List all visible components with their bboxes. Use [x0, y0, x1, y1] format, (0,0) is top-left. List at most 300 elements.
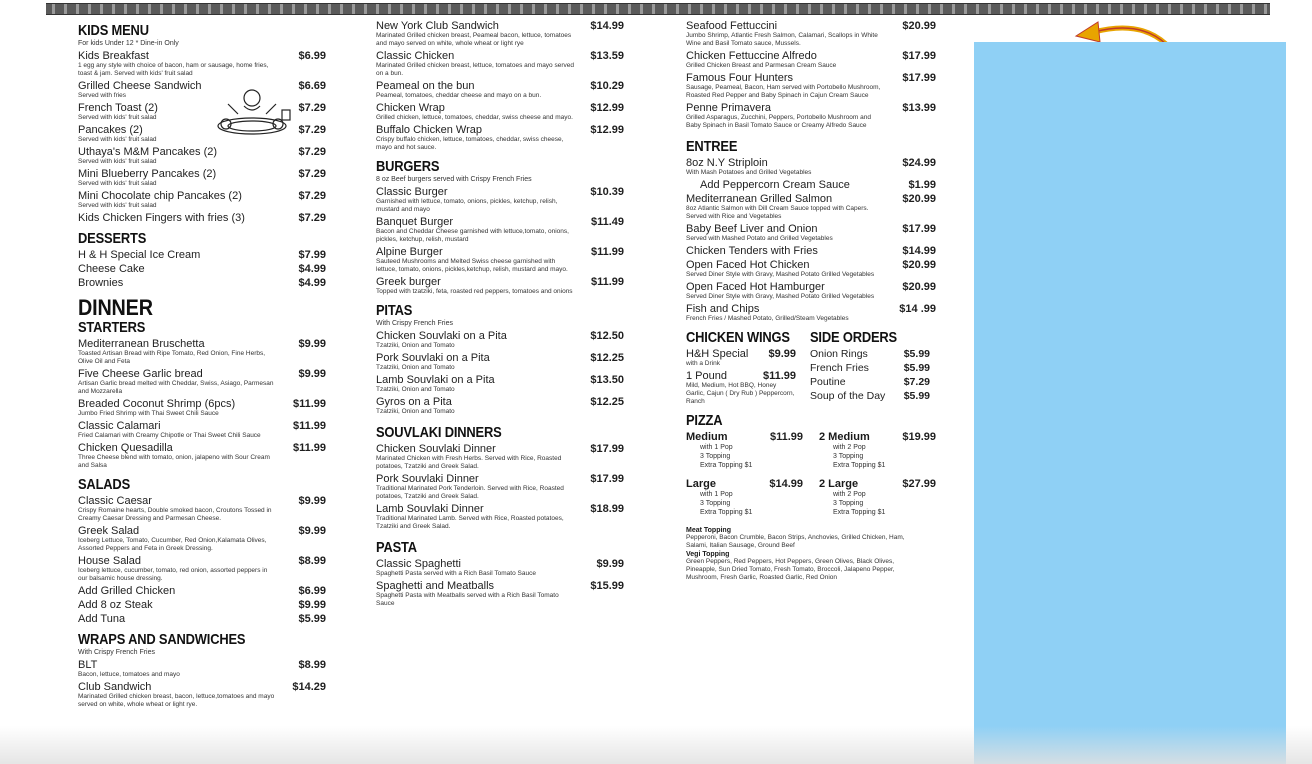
menu-item-price: $18.99 [590, 503, 624, 515]
menu-item-description: Artisan Garlic bread melted with Cheddar, Swiss, Asiago, Parmesan and Mozzarella [78, 380, 274, 395]
starters-list [78, 338, 326, 470]
pitas-note: With Crispy French Fries [376, 320, 454, 327]
meat-topping-list: Pepperoni, Bacon Crumble, Bacon Strips, Anchovies, Grilled Chicken, Ham, Salami, Italian Sausage, Ground Beef [686, 534, 905, 549]
menu-item-price: $14.99 [590, 20, 624, 32]
menu-item-row [376, 246, 624, 258]
menu-item-description: with a Drink [686, 360, 720, 367]
menu-item-description: Served with kids' fruit salad [78, 158, 157, 165]
menu-item-price: $17.99 [902, 50, 936, 62]
pizza-detail: with 2 Pop [833, 491, 866, 498]
menu-item-price: $8.99 [298, 555, 326, 567]
menu-item [686, 348, 796, 368]
menu-column-3 [686, 18, 936, 582]
menu-item-name: Pancakes (2) [78, 124, 143, 136]
menu-item-price: $12.25 [590, 352, 624, 364]
menu-item-row [810, 362, 930, 374]
menu-item-description: Grilled chicken, lettuce, tomatoes, cheddar, swiss cheese and mayo. [376, 114, 573, 121]
menu-item-name: Peameal on the bun [376, 80, 475, 92]
menu-item-row [376, 396, 624, 408]
menu-item-name: Greek burger [376, 276, 441, 288]
menu-item-price: $20.99 [902, 281, 936, 293]
menu-item-name: Spaghetti and Meatballs [376, 580, 495, 592]
menu-item-price: $14.29 [292, 681, 326, 693]
menu-item-row [376, 330, 624, 342]
wraps-list-a [78, 659, 326, 709]
menu-item [376, 330, 624, 350]
menu-item [78, 681, 326, 709]
menu-item-name: Penne Primavera [686, 102, 771, 114]
menu-item-price: $11.99 [762, 370, 796, 382]
menu-item-row [686, 102, 936, 114]
menu-item-description: Served with kids' fruit salad [78, 136, 157, 143]
menu-item-row [376, 216, 624, 228]
burgers-title: BURGERS [376, 158, 440, 175]
menu-item-row [686, 50, 936, 62]
starters-title: STARTERS [78, 319, 146, 336]
menu-item-price: $20.99 [902, 259, 936, 271]
menu-item-price: $4.99 [298, 263, 326, 275]
menu-item-description: Mild, Medium, Hot BBQ, Honey Garlic, Cajun ( Dry Rub ) Peppercorn, Ranch [686, 382, 795, 405]
menu-item [376, 396, 624, 416]
menu-item-row [686, 223, 936, 235]
menu-item-name: Chicken Souvlaki on a Pita [376, 330, 507, 342]
menu-item-name: Brownies [78, 277, 124, 289]
menu-column-2 [376, 18, 624, 608]
menu-item [686, 281, 936, 301]
menu-item [376, 20, 624, 48]
kids-menu-note: For kids Under 12 * Dine-in Only [78, 40, 179, 47]
menu-item-name: H & H Special Ice Cream [78, 249, 201, 261]
wraps-list-b [376, 20, 624, 152]
menu-item-price: $11.99 [292, 398, 326, 410]
menu-item-price: $11.49 [590, 216, 624, 228]
menu-item-name: Gyros on a Pita [376, 396, 452, 408]
pizza-size: 2 Large [819, 478, 859, 490]
menu-item [686, 223, 936, 243]
menu-item [686, 102, 936, 130]
menu-item [376, 186, 624, 214]
menu-item-price: $24.99 [902, 157, 936, 169]
menu-item [78, 555, 326, 583]
menu-item-name: Open Faced Hot Chicken [686, 259, 810, 271]
menu-item-price: $17.99 [590, 443, 624, 455]
menu-item [376, 50, 624, 78]
menu-item-price: $14 .99 [899, 303, 936, 315]
menu-item-description: Iceberg Lettuce, Tomato, Cucumber, Red Onion,Kalamata Olives, Assorted Peppers and Feta in Greek Dressing. [78, 537, 267, 552]
menu-item-description: Jumbo Shrimp, Atlantic Fresh Salmon, Calamari, Scallops in White Wine and Basil Tomato sauce, Mussels. [686, 32, 878, 47]
menu-item-name: Classic Burger [376, 186, 448, 198]
menu-item [78, 420, 326, 440]
salads-title: SALADS [78, 476, 131, 493]
menu-item-row [686, 370, 796, 382]
highlight-panel [974, 42, 1286, 764]
menu-item [686, 193, 936, 221]
menu-item-row [78, 50, 326, 62]
menu-item-name: Mini Chocolate chip Pancakes (2) [78, 190, 242, 202]
menu-item-price: $17.99 [902, 223, 936, 235]
menu-item [376, 473, 624, 501]
menu-item-description: Sauteed Mushrooms and Melted Swiss cheese garnished with lettuce, tomato, onions, pickles,ketchup, relish, mustard and mayo. [376, 258, 568, 273]
menu-item [78, 212, 326, 224]
menu-item-price: $9.99 [596, 558, 624, 570]
pizza-detail: 3 Topping [700, 500, 731, 507]
menu-item-name: Club Sandwich [78, 681, 152, 693]
menu-item-price: $7.99 [298, 249, 326, 261]
menu-item-description: Bacon, lettuce, tomatoes and mayo [78, 671, 180, 678]
pizza-price: $14.99 [769, 478, 803, 490]
pizza-price: $19.99 [902, 431, 936, 443]
menu-item-row [376, 473, 624, 485]
menu-item [810, 376, 930, 388]
menu-item-row [376, 102, 624, 114]
menu-item-name: Chicken Quesadilla [78, 442, 173, 454]
chicken-wings-list [686, 348, 796, 406]
menu-item-price: $11.99 [590, 246, 624, 258]
menu-item [686, 370, 796, 406]
menu-item-row [78, 168, 326, 180]
menu-item [376, 352, 624, 372]
pizza-price: $27.99 [902, 478, 936, 490]
menu-item-row [78, 420, 326, 432]
menu-item-description: Marinated Grilled chicken breast, Peameal bacon, lettuce, tomatoes and mayo served on white, whole wheat or light rye [376, 32, 572, 47]
menu-item-name: Five Cheese Garlic bread [78, 368, 203, 380]
vegi-topping-heading: Vegi Topping [686, 551, 730, 558]
menu-item-price: $12.99 [590, 102, 624, 114]
menu-item [376, 276, 624, 296]
menu-item-name: Banquet Burger [376, 216, 454, 228]
menu-item-price: $1.99 [908, 179, 936, 191]
menu-item [376, 580, 624, 608]
menu-item-name: Mini Blueberry Pancakes (2) [78, 168, 217, 180]
menu-item-description: Toasted Artisan Bread with Ripe Tomato, Red Onion, Fine Herbs, Olive Oil and Feta [78, 350, 266, 365]
menu-item-row [376, 186, 624, 198]
menu-item-description: Spaghetti Pasta with Meatballs served with a Rich Basil Tomato Sauce [376, 592, 559, 607]
menu-item-price: $17.99 [902, 72, 936, 84]
menu-item-description: Served with kids' fruit salad [78, 180, 157, 187]
menu-item [686, 157, 936, 177]
menu-item-row [78, 146, 326, 158]
menu-item-price: $12.99 [590, 124, 624, 136]
menu-item-price: $12.25 [590, 396, 624, 408]
menu-item-price: $7.29 [298, 124, 326, 136]
menu-item-name: Soup of the Day [810, 390, 886, 402]
souvlaki-title: SOUVLAKI DINNERS [376, 424, 502, 441]
menu-item [686, 259, 936, 279]
menu-item-description: Spaghetti Pasta served with a Rich Basil Tomato Sauce [376, 570, 536, 577]
menu-item-description: Tzatziki, Onion and Tomato [376, 386, 455, 393]
menu-item-price: $8.99 [298, 659, 326, 671]
menu-item-price: $13.99 [902, 102, 936, 114]
menu-item-price: $11.99 [292, 442, 326, 454]
menu-item-row [78, 599, 326, 611]
menu-item-price: $9.99 [298, 599, 326, 611]
menu-item-description: Crispy Romaine hearts, Double smoked bacon, Croutons Tossed in Creamy Caesar Dressing and Parmesan Cheese. [78, 507, 272, 522]
menu-item-name: Kids Chicken Fingers with fries (3) [78, 212, 245, 224]
menu-item-name: Classic Chicken [376, 50, 455, 62]
menu-item-name: Chicken Souvlaki Dinner [376, 443, 496, 455]
pizza-option [686, 431, 803, 470]
menu-item-price: $4.99 [298, 277, 326, 289]
menu-item-row [78, 368, 326, 380]
menu-item-name: Chicken Fettuccine Alfredo [686, 50, 817, 62]
wings-sides-grid [686, 329, 936, 406]
menu-item-row [78, 190, 326, 202]
menu-item-price: $9.99 [298, 525, 326, 537]
menu-item-row [686, 20, 936, 32]
menu-item-name: Baby Beef Liver and Onion [686, 223, 818, 235]
pitas-title: PITAS [376, 302, 413, 319]
dinner-title: DINNER [78, 295, 153, 320]
menu-item-name: Lamb Souvlaki on a Pita [376, 374, 495, 386]
menu-item-row [376, 50, 624, 62]
side-orders-title: SIDE ORDERS [810, 329, 897, 346]
menu-item-price: $12.50 [590, 330, 624, 342]
menu-item-description: Bacon and Cheddar Cheese garnished with lettuce,tomato, onions, pickles, ketchup, relish, mustard [376, 228, 569, 243]
menu-item-name: Mediterranean Grilled Salmon [686, 193, 833, 205]
menu-item [376, 374, 624, 394]
menu-item-row [78, 585, 326, 597]
menu-item-price: $10.39 [590, 186, 624, 198]
menu-item-row [376, 558, 624, 570]
menu-item-price: $5.99 [298, 613, 326, 625]
menu-item-name: French Fries [810, 362, 869, 374]
menu-item-row [78, 613, 326, 625]
menu-item-name: Add Peppercorn Cream Sauce [700, 179, 850, 191]
menu-item-price: $7.29 [903, 376, 930, 388]
menu-item [78, 525, 326, 553]
menu-item-row [686, 193, 936, 205]
menu-item [376, 216, 624, 244]
menu-item-row [78, 525, 326, 537]
entree-title: ENTREE [686, 138, 738, 155]
menu-item-row [376, 20, 624, 32]
menu-item-price: $13.50 [590, 374, 624, 386]
menu-item-name: BLT [78, 659, 98, 671]
entree-list [686, 157, 936, 323]
menu-item-row [78, 659, 326, 671]
desserts-title: DESSERTS [78, 230, 147, 247]
menu-item [78, 50, 326, 78]
menu-item-row [810, 348, 930, 360]
menu-item-name: Add Grilled Chicken [78, 585, 176, 597]
menu-item-name: Pork Souvlaki on a Pita [376, 352, 490, 364]
menu-item-row [376, 276, 624, 288]
menu-item-name: Classic Calamari [78, 420, 161, 432]
menu-item-name: Kids Breakfast [78, 50, 149, 62]
menu-item-price: $11.99 [292, 420, 326, 432]
pizza-detail: with 1 Pop [700, 491, 733, 498]
menu-item [376, 503, 624, 531]
menu-item [686, 303, 936, 323]
pasta-title: PASTA [376, 539, 417, 556]
menu-item-name: Chicken Tenders with Fries [686, 245, 818, 257]
menu-item-name: 1 Pound [686, 370, 727, 382]
menu-item-row [376, 443, 624, 455]
menu-item-row [78, 398, 326, 410]
menu-item [78, 146, 326, 166]
menu-item-name: House Salad [78, 555, 141, 567]
menu-item-price: $13.59 [590, 50, 624, 62]
pizza-option [819, 431, 936, 470]
menu-item [78, 599, 326, 611]
meat-topping-heading: Meat Topping [686, 527, 731, 534]
menu-item-description: 1 egg any style with choice of bacon, ham or sausage, home fries, toast & jam. Served with kids' fruit salad [78, 62, 269, 77]
menu-item [376, 443, 624, 471]
menu-item-description: Served Diner Style with Gravy, Mashed Potato Grilled Vegetables [686, 271, 875, 278]
menu-item [686, 72, 936, 100]
menu-item [78, 368, 326, 396]
menu-item-row [686, 245, 936, 257]
menu-item-description: Crispy buffalo chicken, lettuce, tomatoes, cheddar, swiss cheese, mayo and hot sauce. [376, 136, 564, 151]
menu-item-name: Open Faced Hot Hamburger [686, 281, 825, 293]
souvlaki-list [376, 443, 624, 531]
menu-item-description: Tzatziki, Onion and Tomato [376, 342, 455, 349]
menu-item-description: Sausage, Peameal, Bacon, Ham served with Portobello Mushroom, Roasted Red Pepper and Baby Spinach in Cajun Cream Sauce [686, 84, 881, 99]
decorative-border [46, 3, 1270, 15]
menu-item [376, 102, 624, 122]
burgers-note: 8 oz Beef burgers served with Crispy French Fries [376, 176, 532, 183]
menu-item-row [810, 376, 930, 388]
menu-item-price: $15.99 [590, 580, 624, 592]
pizza-detail: 3 Topping [833, 500, 864, 507]
menu-item-name: Famous Four Hunters [686, 72, 793, 84]
menu-item-name: Grilled Cheese Sandwich [78, 80, 202, 92]
menu-item-row [686, 281, 936, 293]
wraps-title: WRAPS AND SANDWICHES [78, 631, 246, 648]
pizza-detail: Extra Topping $1 [833, 462, 886, 469]
menu-item-row [686, 303, 936, 315]
menu-item-name: Pork Souvlaki Dinner [376, 473, 479, 485]
chicken-wings-section [686, 329, 796, 406]
menu-item-name: Add Tuna [78, 613, 126, 625]
menu-item [78, 613, 326, 625]
menu-item-description: Served with Mashed Potato and Grilled Vegetables [686, 235, 833, 242]
menu-item-name: Uthaya's M&M Pancakes (2) [78, 146, 218, 158]
kids-breakfast-illustration [212, 84, 292, 138]
menu-item-description: Jumbo Fried Shrimp with Thai Sweet Chili Sauce [78, 410, 219, 417]
menu-item-description: 8oz Atlantic Salmon with Dill Cream Sauce topped with Capers. Served with Rice and Vegetables [686, 205, 869, 220]
menu-item-row [78, 249, 326, 261]
menu-item-price: $9.99 [298, 338, 326, 350]
menu-item-price: $6.69 [298, 80, 326, 92]
menu-item-name: Classic Spaghetti [376, 558, 461, 570]
menu-item-row [78, 555, 326, 567]
menu-item-name: Greek Salad [78, 525, 140, 537]
menu-item [686, 179, 936, 191]
menu-item [686, 245, 936, 257]
menu-item-name: Buffalo Chicken Wrap [376, 124, 482, 136]
menu-item-name: Add 8 oz Steak [78, 599, 153, 611]
pizza-grid [686, 431, 936, 517]
menu-item [78, 263, 326, 275]
menu-item [376, 80, 624, 100]
menu-item-row [376, 124, 624, 136]
menu-item [78, 442, 326, 470]
pizza-option [819, 478, 936, 517]
pizza-size: Large [686, 478, 716, 490]
menu-item-description: Grilled Chicken Breast and Parmesan Cream Sauce [686, 62, 837, 69]
menu-item-name: Fish and Chips [686, 303, 760, 315]
pasta-list-a [376, 558, 624, 608]
menu-item-name: Cheese Cake [78, 263, 145, 275]
kids-menu-title: KIDS MENU [78, 22, 149, 39]
menu-item-row [700, 179, 936, 191]
menu-item-row [78, 212, 326, 224]
pizza-detail: 3 Topping [833, 453, 864, 460]
menu-item-name: Seafood Fettuccini [686, 20, 778, 32]
menu-item-price: $6.99 [298, 585, 326, 597]
menu-item-row [376, 374, 624, 386]
menu-item-description: Three Cheese blend with tomato, onion, jalapeno with Sour Cream and Salsa [78, 454, 270, 469]
menu-item-row [686, 157, 936, 169]
menu-item-price: $14.99 [902, 245, 936, 257]
desserts-list [78, 249, 326, 289]
menu-item-row [78, 495, 326, 507]
menu-item [78, 495, 326, 523]
menu-item-price: $10.29 [590, 80, 624, 92]
menu-item [78, 338, 326, 366]
menu-item [376, 558, 624, 578]
side-orders-section [810, 329, 930, 406]
menu-item-description: Served Diner Style with Gravy, Mashed Potato Grilled Vegetables [686, 293, 875, 300]
menu-item [78, 168, 326, 188]
chicken-wings-title: CHICKEN WINGS [686, 329, 790, 346]
menu-item-name: Poutine [810, 376, 846, 388]
menu-item-row [78, 277, 326, 289]
menu-item [78, 277, 326, 289]
menu-item-row [78, 263, 326, 275]
menu-item [376, 124, 624, 152]
menu-item-row [810, 390, 930, 402]
menu-item-name: Breaded Coconut Shrimp (6pcs) [78, 398, 236, 410]
menu-item-description: Tzatziki, Onion and Tomato [376, 364, 455, 371]
menu-item-name: Onion Rings [810, 348, 868, 360]
menu-item-price: $11.99 [590, 276, 624, 288]
menu-item-price: $17.99 [590, 473, 624, 485]
menu-item-name: Chicken Wrap [376, 102, 445, 114]
pizza-detail: with 2 Pop [833, 444, 866, 451]
menu-item-price: $5.99 [903, 348, 930, 360]
pasta-list-b [686, 20, 936, 130]
menu-item-name: Classic Caesar [78, 495, 152, 507]
menu-item [78, 659, 326, 679]
menu-item-name: H&H Special [686, 348, 749, 360]
menu-item [78, 585, 326, 597]
menu-item-description: Garnished with lettuce, tomato, onions, pickles, ketchup, relish, mustard and mayo [376, 198, 558, 213]
menu-item-description: Marinated Grilled chicken breast, bacon, lettuce,tomatoes and mayo served on white, whole wheat or light rye. [78, 693, 275, 708]
menu-item-name: Mediterranean Bruschetta [78, 338, 205, 350]
menu-item [686, 50, 936, 70]
menu-item-description: Peameal, tomatoes, cheddar cheese and mayo on a bun. [376, 92, 542, 99]
menu-item-description: Served with kids' fruit salad [78, 114, 157, 121]
pizza-size: Medium [686, 431, 728, 443]
side-orders-list [810, 348, 930, 402]
menu-item-name: Alpine Burger [376, 246, 443, 258]
menu-item [810, 348, 930, 360]
menu-item-row [376, 580, 624, 592]
menu-item [686, 20, 936, 48]
menu-item-description: Marinated Chicken with Fresh Herbs. Served with Rice, Roasted potatoes, Tzatziki and Greek Salad. [376, 455, 562, 470]
menu-item [376, 246, 624, 274]
menu-item [78, 398, 326, 418]
pitas-list [376, 330, 624, 416]
menu-item-row [686, 72, 936, 84]
menu-item-name: 8oz N.Y Striploin [686, 157, 768, 169]
menu-item-row [686, 259, 936, 271]
pizza-detail: 3 Topping [700, 453, 731, 460]
menu-item-description: Traditional Marinated Lamb. Served with Rice, Roasted potatoes, Tzatziki and Greek Salad. [376, 515, 564, 530]
menu-item-description: Marinated Grilled chicken breast, lettuce, tomatoes and mayo served on a bun. [376, 62, 574, 77]
